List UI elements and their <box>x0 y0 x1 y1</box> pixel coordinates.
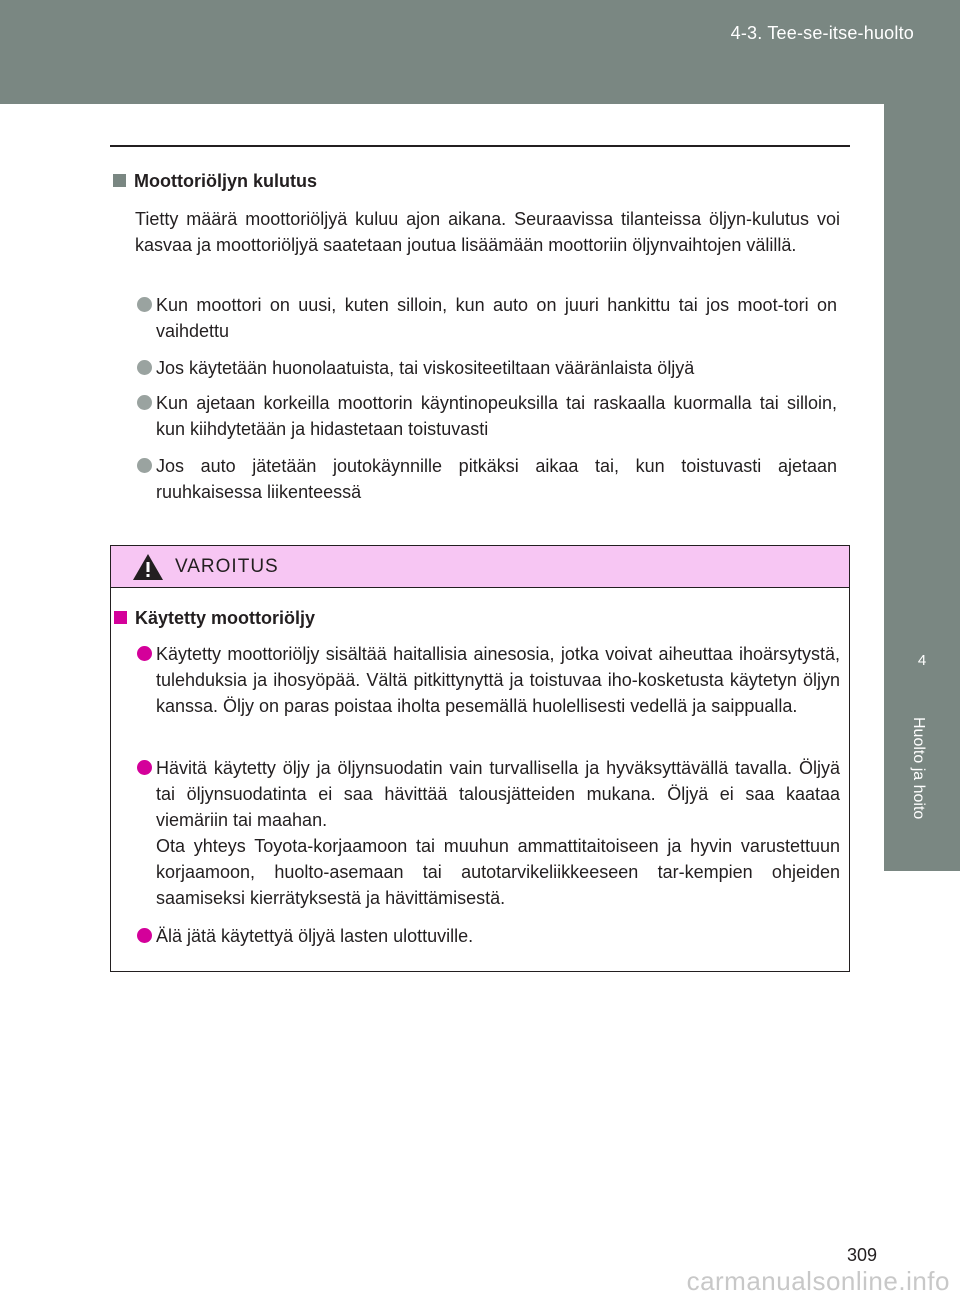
warning-item-text: Käytetty moottoriöljy sisältää haitallisia ainesosia, jotka voivat aiheuttaa ihoärsytystä, tulehduksia ja ihosyöpää. Vältä pitkittynyttä ja toistuvaa iho-kosketusta käytetyn öljyn kanssa. Öljy on paras poistaa iholta pesemällä huolellisesti vedellä ja saippualla. <box>156 644 840 716</box>
list-item-text: Jos käytetään huonolaatuista, tai viskositeetiltaan vääränlaista öljyä <box>156 358 695 378</box>
section-heading-text: Moottoriöljyn kulutus <box>134 171 317 191</box>
side-band <box>884 104 960 617</box>
intro-paragraph: Tietty määrä moottoriöljyä kuluu ajon aikana. Seuraavissa tilanteissa öljyn-kulutus voi kasvaa ja moottoriöljyä saatetaan joutua lisäämään moottoriin öljynvaihtojen välillä. <box>135 209 840 255</box>
warning-item-text: Älä jätä käytettyä öljyä lasten ulottuville. <box>156 926 474 946</box>
list-item-text: Jos auto jätetään joutokäynnille pitkäksi aikaa tai, kun toistuvasti ajetaan ruuhkaisessa liikenteessä <box>156 456 837 502</box>
square-bullet-icon <box>114 611 127 624</box>
bullet-icon <box>137 760 152 775</box>
header-band <box>0 0 960 104</box>
bullet-icon <box>137 646 152 661</box>
list-item <box>137 390 837 442</box>
divider <box>110 145 850 147</box>
warning-item <box>137 641 840 719</box>
square-bullet-icon <box>113 174 126 187</box>
warning-continuation: Ota yhteys Toyota-korjaamoon tai muuhun ammattitaitoiseen ja hyvin varustettuun korjaamoon, huolto-asemaan tai autotarvikeliikkeeseen tar-kempien ohjeiden saamiseksi kierrätyksestä ja hävittämisestä. <box>156 836 840 908</box>
chapter-number: 4 <box>917 652 927 669</box>
list-item <box>137 355 837 381</box>
list-item-text: Kun moottori on uusi, kuten silloin, kun auto on juuri hankittu tai jos moot-tori on vaihdettu <box>156 295 837 341</box>
warning-item <box>137 923 840 949</box>
watermark: carmanualsonline.info <box>686 1266 950 1296</box>
list-item-text: Kun ajetaan korkeilla moottorin käyntinopeuksilla tai raskaalla kuormalla tai silloin, kun kiihdytetään ja hidastetaan toistuvasti <box>156 393 837 439</box>
warning-title: VAROITUS <box>175 556 279 577</box>
section-title: 4-3. Tee-se-itse-huolto <box>730 23 914 43</box>
bullet-icon <box>137 360 152 375</box>
warning-triangle-icon <box>131 552 165 582</box>
chapter-tab <box>884 617 960 871</box>
bullet-icon <box>137 395 152 410</box>
warning-item <box>137 755 840 911</box>
bullet-icon <box>137 928 152 943</box>
chapter-label: Huolto ja hoito <box>910 717 927 820</box>
warning-subheading <box>114 605 817 631</box>
section-heading <box>113 171 317 192</box>
bullet-icon <box>137 297 152 312</box>
page-number: 309 <box>847 1245 878 1265</box>
warning-subheading-text: Käytetty moottoriöljy <box>135 608 316 628</box>
warning-header <box>111 546 849 588</box>
list-item <box>137 453 837 505</box>
bullet-icon <box>137 458 152 473</box>
warning-box <box>110 545 850 972</box>
warning-item-text: Hävitä käytetty öljy ja öljynsuodatin vain turvallisella ja hyväksyttävällä tavalla. Öljyä tai öljynsuodatinta ei saa hävittää talousjätteiden mukana. Öljyä ei saa kaataa viemäriin tai maahan. <box>156 758 840 830</box>
list-item <box>137 292 837 344</box>
